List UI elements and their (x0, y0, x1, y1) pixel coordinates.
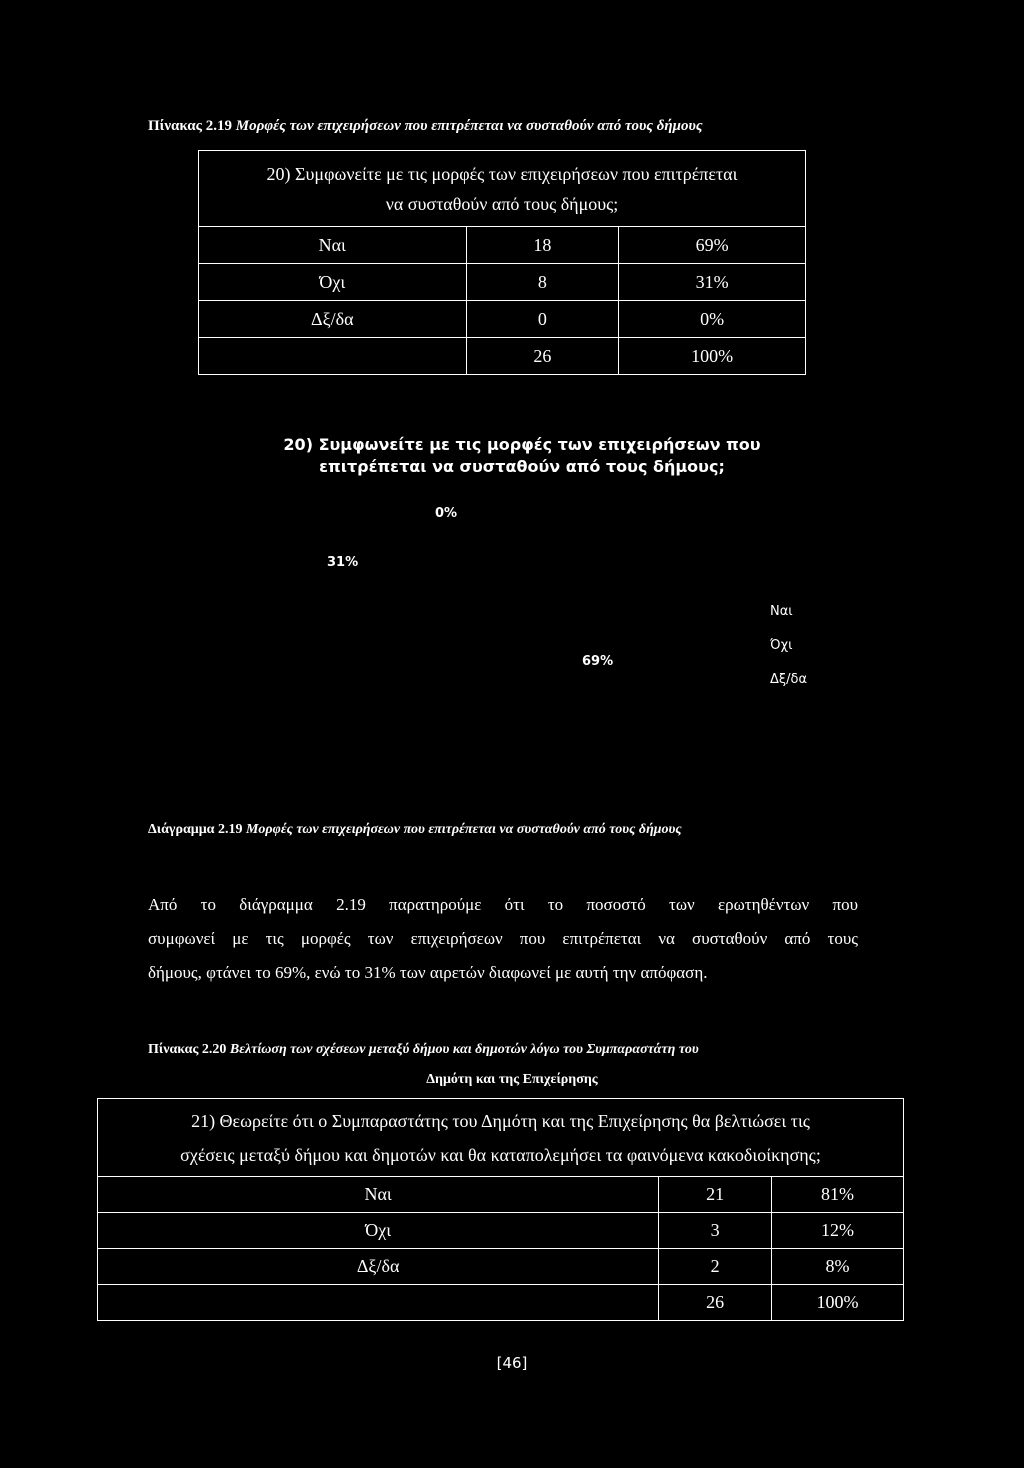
row-pct: 69% (619, 227, 806, 264)
row-count: 21 (659, 1177, 772, 1213)
table1-caption-text: Μορφές των επιχειρήσεων που επιτρέπεται να συσταθούν από τους δήμους (235, 118, 703, 134)
total-pct: 100% (772, 1285, 904, 1321)
diagram-caption (148, 822, 682, 838)
data-label-dxda: 0% (435, 506, 458, 521)
table-total-row (199, 338, 806, 375)
table-row (98, 1177, 904, 1213)
chart-title-line1: 20) Συμφωνείτε με τις μορφές των επιχειρήσεων που (283, 435, 761, 454)
row-pct: 81% (772, 1177, 904, 1213)
data-label-oxi: 31% (327, 555, 359, 570)
table1-caption (148, 118, 703, 135)
legend-item (770, 604, 807, 638)
table2-caption-line1: Βελτίωση των σχέσεων μεταξύ δήμου και δημοτών λόγω του Συμπαραστάτη του (229, 1042, 699, 1057)
table2 (97, 1098, 904, 1321)
total-pct: 100% (619, 338, 806, 375)
table2-caption-line2-wrap (0, 1072, 1024, 1088)
table-row (199, 264, 806, 301)
row-count: 8 (466, 264, 619, 301)
table1-question (199, 151, 806, 227)
row-label: Δξ/δα (199, 301, 467, 338)
row-pct: 12% (772, 1213, 904, 1249)
total-count: 26 (659, 1285, 772, 1321)
row-label: Όχι (199, 264, 467, 301)
legend-item (770, 672, 807, 706)
page-number: [46] (496, 1354, 528, 1372)
table2-question (98, 1099, 904, 1177)
row-label: Ναι (199, 227, 467, 264)
diagram-caption-text: Μορφές των επιχειρήσεων που επιτρέπεται να συσταθούν από τους δήμους (245, 822, 682, 837)
table-total-row (98, 1285, 904, 1321)
paragraph-line3: δήμους, φτάνει το 69%, ενώ το 31% των αιρετών διαφωνεί με αυτή την απόφαση. (148, 963, 708, 982)
table-row (199, 227, 806, 264)
row-label: Δξ/δα (98, 1249, 659, 1285)
row-label: Όχι (98, 1213, 659, 1249)
row-count: 2 (659, 1249, 772, 1285)
row-pct: 0% (619, 301, 806, 338)
table2-question-line1: 21) Θεωρείτε ότι ο Συμπαραστάτης του Δημότη και της Επιχείρησης θα βελτιώσει τις (191, 1110, 810, 1131)
row-count: 3 (659, 1213, 772, 1249)
chart-title (212, 434, 832, 478)
table-row (199, 301, 806, 338)
row-label: Ναι (98, 1177, 659, 1213)
row-count: 0 (466, 301, 619, 338)
table1-caption-prefix: Πίνακας 2.19 (148, 118, 232, 134)
body-paragraph (148, 888, 858, 990)
legend-label-oxi: Όχι (770, 638, 793, 653)
legend-label-nai: Ναι (770, 604, 793, 619)
legend-label-dxda: Δξ/δα (770, 672, 808, 687)
row-pct: 31% (619, 264, 806, 301)
total-empty-cell (199, 338, 467, 375)
table2-caption (148, 1042, 699, 1058)
total-count: 26 (466, 338, 619, 375)
pie-chart (340, 500, 680, 800)
page-number-wrap (0, 1354, 1024, 1372)
total-empty-cell (98, 1285, 659, 1321)
table-row (98, 1213, 904, 1249)
table1-question-line2: να συσταθούν από τους δήμους; (385, 193, 619, 214)
chart-title-line2: επιτρέπεται να συσταθούν από τους δήμους; (319, 457, 725, 476)
table2-question-line2: σχέσεις μεταξύ δήμου και δημοτών και θα καταπολεμήσει τα φαινόμενα κακοδιοίκησης; (180, 1144, 821, 1165)
table-row (98, 1249, 904, 1285)
row-count: 18 (466, 227, 619, 264)
row-pct: 8% (772, 1249, 904, 1285)
paragraph-line1: Από το διάγραμμα 2.19 παρατηρούμε ότι το ποσοστό των ερωτηθέντων που (148, 895, 858, 914)
table1-question-line1: 20) Συμφωνείτε με τις μορφές των επιχειρήσεων που επιτρέπεται (266, 163, 738, 184)
table2-caption-prefix: Πίνακας 2.20 (148, 1042, 227, 1057)
table1 (198, 150, 806, 375)
legend-item (770, 638, 807, 672)
paragraph-line2: συμφωνεί με τις μορφές των επιχειρήσεων που επιτρέπεται να συσταθούν από τους (148, 929, 858, 948)
chart-legend (770, 604, 807, 706)
data-label-nai: 69% (582, 654, 614, 669)
diagram-caption-prefix: Διάγραμμα 2.19 (148, 822, 243, 837)
table2-caption-line2: Δημότη και της Επιχείρησης (426, 1072, 598, 1087)
